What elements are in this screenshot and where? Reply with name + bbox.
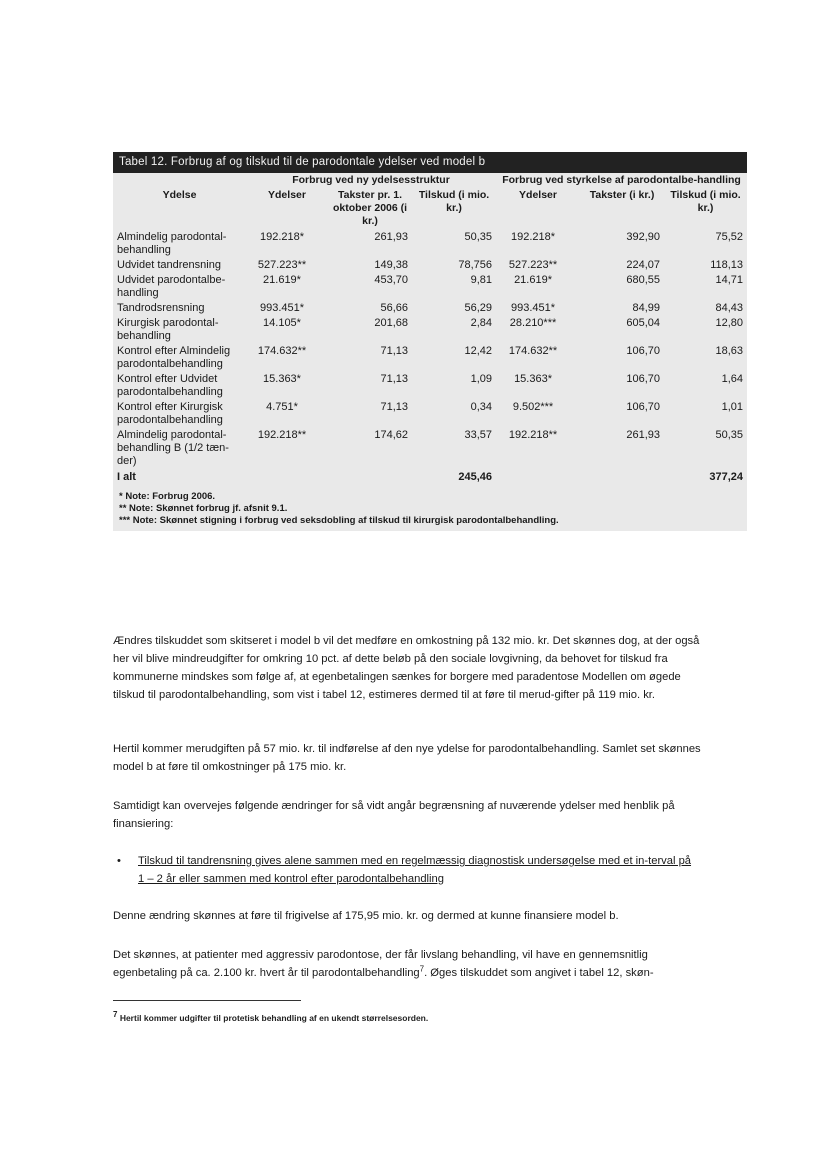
paragraph-3: Samtidigt kan overvejes følgende ændringer for så vidt angår begrænsning af nuværende ydelser med henblik på finansiering: <box>113 800 675 830</box>
cell-takster-2: 680,55 <box>626 274 661 286</box>
cell-takster-2: 392,90 <box>626 231 661 243</box>
cell-ydelser-2: 28.210*** <box>509 317 557 329</box>
paragraph-1: Ændres tilskuddet som skitseret i model b vil det medføre en omkostning på 132 mio. kr. Det skønnes dog, at der også her vil blive mindreudgifter for omkring 10 pct. af dette beløb på den sociale lovgivning, da behovet for tilskud fra kommunerne mindskes som følge af, at egenbetalingen sænkes for borgere med paradentose Modellen om øgede tilskud til parodontalbehandling, som vist i tabel 12, estimeres dermed til at føre til merud-gifter på 119 mio. kr. <box>113 635 700 701</box>
footnote: $^7$ Hertil kommer udgifter til protetisk behandling af en ukendt størrelsesorden. <box>113 1010 429 1023</box>
table-12 <box>113 152 747 531</box>
cell-takster-1: 56,66 <box>380 302 408 314</box>
group-header-new-structure: Forbrug ved ny ydelsesstruktur <box>292 174 450 186</box>
cell-tilskud-1: 12,42 <box>464 345 493 357</box>
cell-ydelser-2: 527.223** <box>508 259 558 271</box>
total-tilskud-1: 245,46 <box>458 471 493 483</box>
cell-ydelser-1: 192.218* <box>259 231 305 243</box>
cell-tilskud-1: 33,57 <box>464 429 493 441</box>
cell-takster-1: 71,13 <box>380 401 408 413</box>
total-row <box>113 469 747 485</box>
table-row <box>113 316 747 344</box>
col-header-tilskud-1: Tilskud (i mio. kr.) <box>418 189 490 214</box>
cell-ydelser-2: 174.632** <box>508 345 558 357</box>
row-label: Kontrol efter Udvidet parodontalbehandling <box>117 373 223 398</box>
table-row <box>113 273 747 301</box>
cell-tilskud-1: 2,84 <box>470 317 493 329</box>
cell-ydelser-1: 527.223** <box>257 259 307 271</box>
table-row <box>113 344 747 372</box>
cell-tilskud-2: 84,43 <box>715 302 744 314</box>
cell-ydelser-2: 15.363* <box>514 373 552 385</box>
cell-ydelser-1: 21.619* <box>263 274 301 286</box>
bullet-text: Tilskud til tandrensning gives alene sammen med en regelmæssig diagnostisk undersøgelse med et in-terval på 1 – 2 år eller sammen med kontrol efter parodontalbehandling <box>138 855 692 885</box>
row-label: Almindelig parodontal-behandling B (1/2 tæn-der) <box>117 429 229 467</box>
cell-takster-1: 453,70 <box>374 274 408 286</box>
row-label: Kontrol efter Kirurgisk parodontalbehandling <box>117 401 223 426</box>
cell-tilskud-1: 1,09 <box>470 373 493 385</box>
cell-takster-2: 605,04 <box>626 317 661 329</box>
table-row <box>113 230 747 258</box>
row-label: Kirurgisk parodontal-behandling <box>117 317 219 342</box>
cell-tilskud-2: 18,63 <box>715 345 744 357</box>
row-label: Udvidet tandrensning <box>117 259 221 271</box>
paragraph-5: Det skønnes, at patienter med aggressiv parodontose, der får livslang behandling, vil have en gennemsnitlig egenbetaling på ca. 2.100 kr. hvert år til parodontalbehandling$^7$. Øges tilskuddet som angivet i tabel 12, skøn- <box>113 949 654 979</box>
cell-takster-2: 261,93 <box>626 429 661 441</box>
cell-takster-1: 149,38 <box>374 259 408 271</box>
col-header-ydelse: Ydelse <box>162 189 197 201</box>
cell-takster-1: 261,93 <box>374 231 408 243</box>
table-row <box>113 258 747 273</box>
cell-tilskud-2: 12,80 <box>715 317 744 329</box>
cell-ydelser-2: 21.619* <box>514 274 552 286</box>
footnote-divider <box>113 1000 301 1001</box>
table-row <box>113 372 747 400</box>
col-header-ydelser-1: Ydelser <box>268 189 306 201</box>
cell-takster-2: 106,70 <box>626 345 661 357</box>
cell-takster-1: 71,13 <box>380 345 408 357</box>
cell-tilskud-2: 14,71 <box>715 274 744 286</box>
cell-tilskud-1: 56,29 <box>464 302 493 314</box>
cell-ydelser-1: 993.451* <box>259 302 305 314</box>
cell-tilskud-1: 9,81 <box>470 274 493 286</box>
table-row <box>113 301 747 316</box>
cell-takster-1: 71,13 <box>380 373 408 385</box>
col-header-takster-1: Takster pr. 1. oktober 2006 (i kr.) <box>332 189 408 227</box>
table-row <box>113 400 747 428</box>
cell-ydelser-1: 192.218** <box>257 429 307 441</box>
total-label: I alt <box>117 471 136 483</box>
cell-tilskud-1: 78,756 <box>458 259 493 271</box>
cell-tilskud-1: 0,34 <box>470 401 493 413</box>
cell-tilskud-2: 118,13 <box>710 259 744 271</box>
group-header-strengthening: Forbrug ved styrkelse af parodontalbe-handling <box>502 174 741 186</box>
cell-takster-2: 106,70 <box>626 373 661 385</box>
col-header-ydelser-2: Ydelser <box>519 189 557 201</box>
paragraph-4: Denne ændring skønnes at føre til frigivelse af 175,95 mio. kr. og dermed at kunne finansiere model b. <box>113 910 619 922</box>
note-3: *** Note: Skønnet stigning i forbrug ved seksdobling af tilskud til kirurgisk parodontalbehandling. <box>119 515 559 526</box>
cell-tilskud-2: 1,64 <box>721 373 744 385</box>
cell-takster-2: 224,07 <box>626 259 661 271</box>
paragraph-2: Hertil kommer merudgiften på 57 mio. kr. til indførelse af den nye ydelse for parodontalbehandling. Samlet set skønnes model b at føre til omkostninger på 175 mio. kr. <box>113 743 701 773</box>
row-label: Udvidet parodontalbe-handling <box>117 274 226 299</box>
cell-ydelser-2: 192.218** <box>508 429 558 441</box>
table-notes <box>113 485 747 531</box>
cell-takster-1: 174,62 <box>374 429 408 441</box>
note-1: * Note: Forbrug 2006. <box>119 491 216 502</box>
table-row <box>113 428 747 469</box>
cell-takster-2: 106,70 <box>626 401 661 413</box>
note-2: ** Note: Skønnet forbrug jf. afsnit 9.1. <box>119 503 288 514</box>
bullet-icon: • <box>117 855 121 867</box>
cell-ydelser-2: 993.451* <box>511 302 556 314</box>
row-label: Almindelig parodontal-behandling <box>117 231 227 256</box>
cell-ydelser-2: 192.218* <box>511 231 556 243</box>
cell-ydelser-1: 14.105* <box>263 317 301 329</box>
cell-tilskud-2: 1,01 <box>721 401 744 413</box>
col-header-tilskud-2: Tilskud (i mio. kr.) <box>670 189 741 214</box>
col-header-takster-2: Takster (i kr.) <box>589 189 655 201</box>
table-caption: Tabel 12. Forbrug af og tilskud til de parodontale ydelser ved model b <box>113 152 747 173</box>
cell-ydelser-2: 9.502*** <box>512 401 554 413</box>
footnote-ref: 7 <box>419 964 425 974</box>
cell-takster-2: 84,99 <box>632 302 661 314</box>
total-tilskud-2: 377,24 <box>709 471 744 483</box>
row-label: Tandrodsrensning <box>117 302 205 314</box>
data-table <box>113 173 747 485</box>
cell-takster-1: 201,68 <box>374 317 408 329</box>
cell-tilskud-2: 75,52 <box>715 231 744 243</box>
cell-tilskud-1: 50,35 <box>464 231 493 243</box>
cell-ydelser-1: 4.751* <box>266 401 298 413</box>
cell-ydelser-1: 174.632** <box>257 345 307 357</box>
row-label: Kontrol efter Almindelig parodontalbehandling <box>117 345 231 370</box>
cell-tilskud-2: 50,35 <box>715 429 744 441</box>
cell-ydelser-1: 15.363* <box>263 373 301 385</box>
